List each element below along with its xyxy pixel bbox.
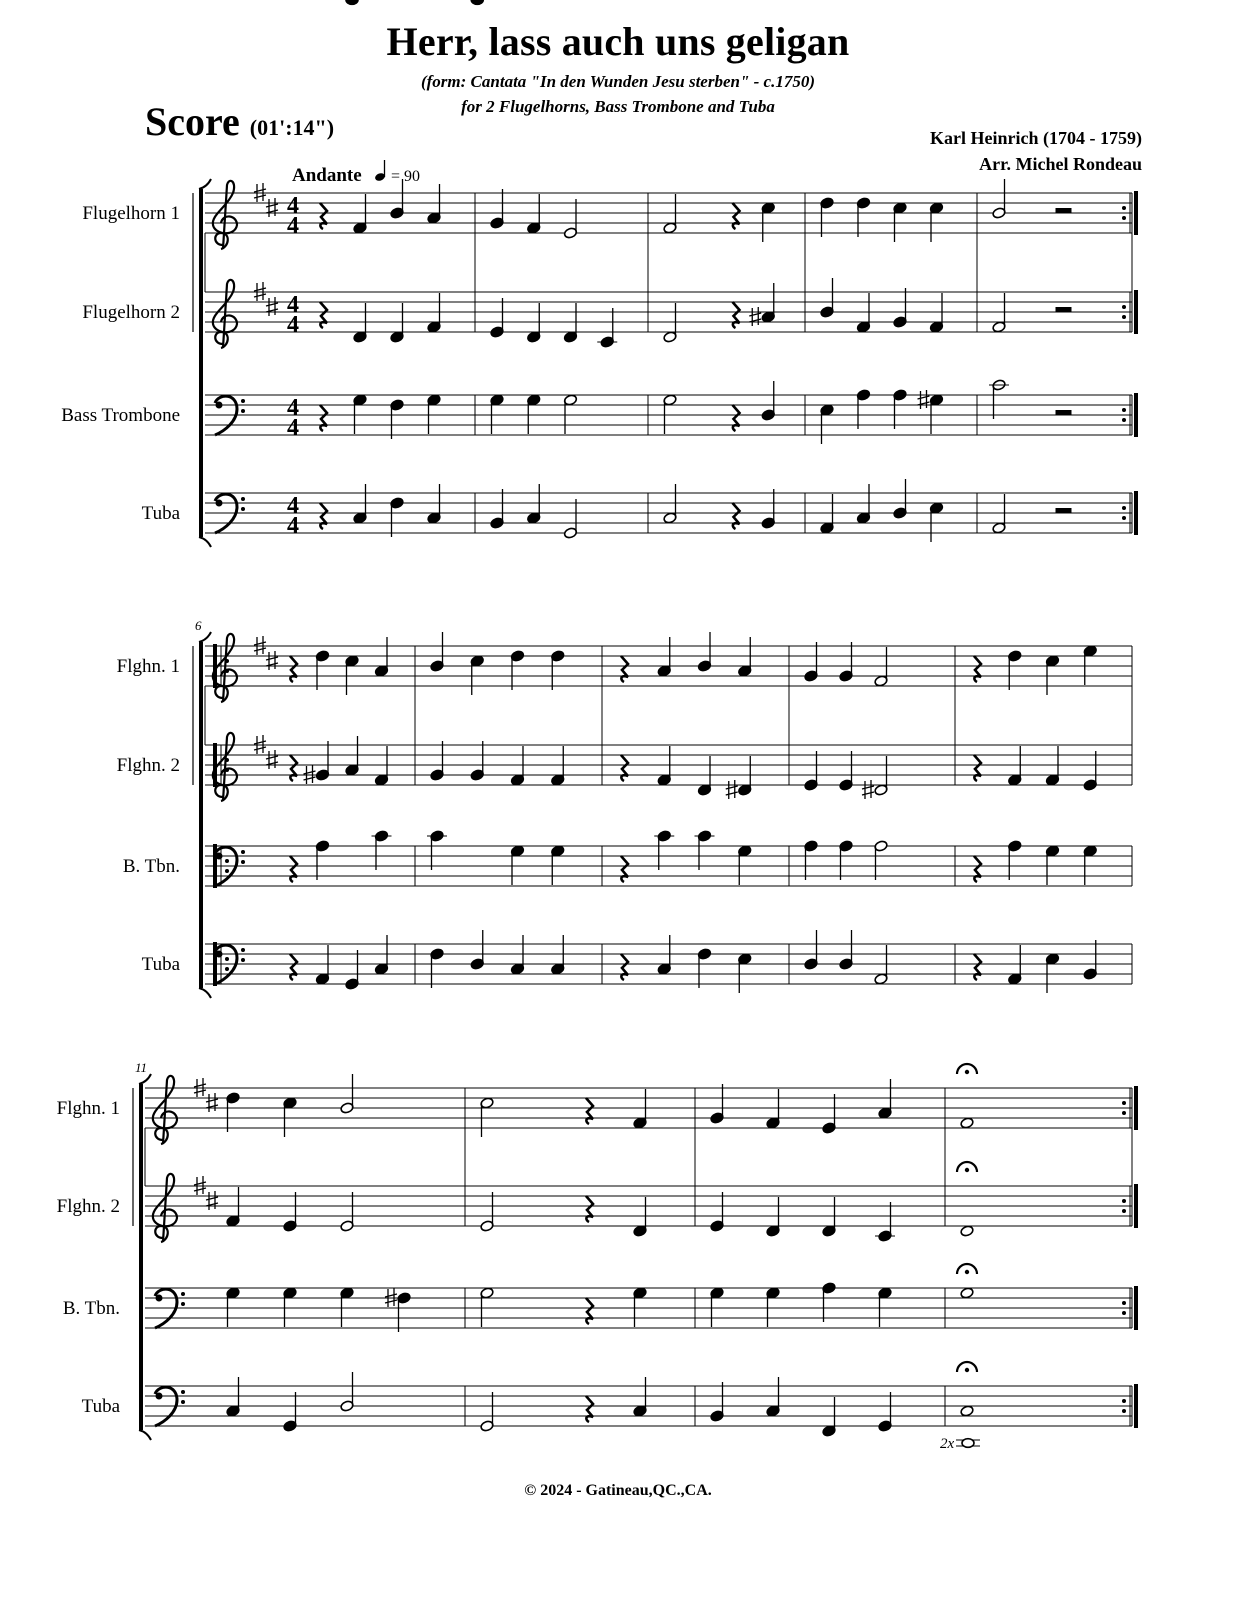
instrument-label: Tuba bbox=[141, 503, 180, 524]
repeat-dot bbox=[225, 859, 229, 863]
repeat-bar-thick bbox=[1134, 1384, 1138, 1428]
bass-clef-dot bbox=[241, 399, 245, 403]
quarter-rest-icon bbox=[621, 656, 628, 682]
system-3 bbox=[57, 1060, 1138, 1440]
quarter-rest-icon bbox=[320, 405, 327, 431]
instrument-label: Bass Trombone bbox=[61, 405, 180, 426]
instrument-label: B. Tbn. bbox=[62, 1298, 120, 1319]
arranger: Arr. Michel Rondeau bbox=[979, 154, 1142, 174]
note-head bbox=[960, 1225, 974, 1237]
quarter-rest-icon bbox=[974, 856, 981, 882]
repeat-dot bbox=[225, 669, 229, 673]
instrument-label: Flugelhorn 2 bbox=[82, 302, 180, 323]
repeat-bar-thick bbox=[213, 743, 217, 787]
repeat-dot bbox=[1122, 1409, 1126, 1413]
repeat-bar-thick bbox=[1134, 1086, 1138, 1130]
quarter-rest-icon bbox=[733, 203, 740, 229]
quarter-rest-icon bbox=[974, 755, 981, 781]
instrument-label: Flghn. 1 bbox=[116, 656, 180, 677]
page-title: Herr, lass auch uns geligan bbox=[386, 19, 850, 64]
bass-clef-dot bbox=[181, 1302, 185, 1306]
repeat-count: 2x bbox=[940, 1436, 955, 1452]
repeat-dot bbox=[1122, 1111, 1126, 1115]
bass-clef-dot bbox=[241, 409, 245, 413]
repeat-bar-thick bbox=[1134, 393, 1138, 437]
sharp-icon bbox=[266, 198, 278, 217]
repeat-dot bbox=[225, 967, 229, 971]
half-rest-icon bbox=[1056, 410, 1072, 415]
composer: Karl Heinrich (1704 - 1759) bbox=[930, 128, 1142, 148]
duration: (01':14") bbox=[249, 115, 335, 140]
treble-clef-icon bbox=[153, 1174, 177, 1242]
bass-clef-dot bbox=[241, 860, 245, 864]
system-1 bbox=[61, 179, 1138, 547]
bass-clef-dot bbox=[216, 402, 223, 409]
repeat-dot bbox=[225, 957, 229, 961]
bass-clef-dot bbox=[181, 1400, 185, 1404]
sharp-icon bbox=[206, 1191, 218, 1210]
fermata-dot bbox=[965, 1070, 969, 1074]
time-sig-top: 4 bbox=[287, 395, 299, 421]
note-head bbox=[471, 0, 483, 4]
bracket-hook bbox=[139, 1430, 151, 1440]
treble-clef-icon bbox=[213, 181, 237, 249]
repeat-dot bbox=[1122, 516, 1126, 520]
repeat-bar-thick bbox=[213, 844, 217, 888]
subtitle: (form: Cantata "In den Wunden Jesu sterben" - c.1750) bbox=[420, 72, 816, 91]
measure-number: 11 bbox=[135, 1060, 148, 1075]
quarter-rest-icon bbox=[586, 1298, 593, 1324]
repeat-dot bbox=[1122, 506, 1126, 510]
bass-clef-dot bbox=[241, 497, 245, 501]
repeat-bar-thick bbox=[1134, 1286, 1138, 1330]
repeat-dot bbox=[225, 758, 229, 762]
quarter-rest-icon bbox=[290, 656, 297, 682]
bracket-hook bbox=[199, 988, 211, 998]
repeat-dot bbox=[1122, 305, 1126, 309]
repeat-dot bbox=[1122, 1199, 1126, 1203]
time-sig-top: 4 bbox=[287, 292, 299, 318]
instrument-label: Tuba bbox=[141, 954, 180, 975]
quarter-rest-icon bbox=[290, 856, 297, 882]
quarter-rest-icon bbox=[621, 856, 628, 882]
note-head bbox=[962, 1439, 974, 1448]
fermata-dot bbox=[965, 1270, 969, 1274]
instrumentation: for 2 Flugelhorns, Bass Trombone and Tuba bbox=[461, 97, 775, 116]
score-label-text: Score bbox=[145, 99, 240, 144]
time-sig-bottom: 4 bbox=[287, 312, 299, 338]
time-sig-bottom: 4 bbox=[287, 415, 299, 441]
bass-clef-dot bbox=[241, 948, 245, 952]
repeat-bar-thick bbox=[1134, 491, 1138, 535]
quarter-rest-icon bbox=[290, 755, 297, 781]
repeat-bar-thick bbox=[213, 644, 217, 688]
sharp-icon bbox=[266, 651, 278, 670]
instrument-label: Flghn. 2 bbox=[116, 755, 180, 776]
bracket-hook bbox=[199, 632, 211, 642]
system-bracket bbox=[139, 1084, 143, 1430]
time-sig-bottom: 4 bbox=[287, 513, 299, 539]
measure-number: 6 bbox=[195, 618, 202, 633]
half-rest-icon bbox=[1056, 508, 1072, 513]
time-sig-bottom: 4 bbox=[287, 213, 299, 239]
repeat-dot bbox=[1122, 1209, 1126, 1213]
quarter-rest-icon bbox=[586, 1098, 593, 1124]
note-head bbox=[960, 1117, 974, 1129]
repeat-bar-thick bbox=[1134, 191, 1138, 235]
repeat-dot bbox=[225, 869, 229, 873]
bracket-hook bbox=[199, 537, 211, 547]
quarter-rest-icon bbox=[586, 1196, 593, 1222]
time-sig-top: 4 bbox=[287, 493, 299, 519]
repeat-dot bbox=[1122, 408, 1126, 412]
bass-clef-dot bbox=[181, 1390, 185, 1394]
sharp-icon bbox=[749, 307, 761, 326]
quarter-rest-icon bbox=[733, 405, 740, 431]
quarter-rest-icon bbox=[733, 302, 740, 328]
bass-clef-dot bbox=[181, 1292, 185, 1296]
repeat-dot bbox=[1122, 1399, 1126, 1403]
repeat-dot bbox=[1122, 1311, 1126, 1315]
instrument-label: Flugelhorn 1 bbox=[82, 203, 180, 224]
quarter-rest-icon bbox=[733, 503, 740, 529]
repeat-dot bbox=[1122, 206, 1126, 210]
repeat-dot bbox=[1122, 1301, 1126, 1305]
sharp-icon bbox=[862, 780, 874, 799]
system-bracket bbox=[199, 189, 203, 537]
tempo-bpm: = 90 bbox=[391, 168, 421, 185]
repeat-dot bbox=[1122, 418, 1126, 422]
fermata-dot bbox=[965, 1168, 969, 1172]
bass-clef-dot bbox=[216, 500, 223, 507]
repeat-annotation bbox=[940, 1436, 980, 1452]
bass-clef-dot bbox=[241, 958, 245, 962]
instrument-label: Flghn. 1 bbox=[56, 1098, 120, 1119]
half-rest-icon bbox=[1056, 208, 1072, 213]
quarter-rest-icon bbox=[320, 302, 327, 328]
quarter-rest-icon bbox=[320, 203, 327, 229]
bass-clef-dot bbox=[241, 507, 245, 511]
quarter-rest-icon bbox=[974, 954, 981, 980]
quarter-rest-icon bbox=[621, 954, 628, 980]
tempo-text: Andante bbox=[292, 165, 362, 186]
quarter-rest-icon bbox=[974, 656, 981, 682]
quarter-rest-icon bbox=[320, 503, 327, 529]
sharp-icon bbox=[206, 1093, 218, 1112]
sharp-icon bbox=[918, 390, 930, 409]
score-systems bbox=[57, 0, 1138, 1452]
quarter-rest-icon bbox=[586, 1396, 593, 1422]
sharp-icon bbox=[266, 750, 278, 769]
half-rest-icon bbox=[1056, 307, 1072, 312]
repeat-dot bbox=[1122, 1101, 1126, 1105]
instrument-label: Tuba bbox=[81, 1396, 120, 1417]
time-sig-top: 4 bbox=[287, 193, 299, 219]
bracket-hook bbox=[199, 179, 211, 189]
system-2 bbox=[117, 0, 1132, 998]
repeat-dot bbox=[1122, 216, 1126, 220]
system-bracket bbox=[199, 642, 203, 988]
repeat-dot bbox=[225, 659, 229, 663]
note-head bbox=[960, 1287, 974, 1299]
bracket-hook bbox=[139, 1074, 151, 1084]
instrument-label: Flghn. 2 bbox=[56, 1196, 120, 1217]
bass-clef-dot bbox=[156, 1295, 163, 1302]
instrument-label: B. Tbn. bbox=[122, 856, 180, 877]
treble-clef-icon bbox=[213, 280, 237, 348]
bass-clef-dot bbox=[241, 850, 245, 854]
fermata-dot bbox=[965, 1368, 969, 1372]
quarter-rest-icon bbox=[290, 954, 297, 980]
tempo-marking bbox=[292, 160, 420, 186]
note-head bbox=[960, 1405, 974, 1417]
sharp-icon bbox=[266, 297, 278, 316]
note-head bbox=[346, 0, 358, 4]
quarter-rest-icon bbox=[621, 755, 628, 781]
repeat-dot bbox=[1122, 315, 1126, 319]
repeat-bar-thick bbox=[1134, 290, 1138, 334]
bass-clef-dot bbox=[156, 1393, 163, 1400]
sharp-icon bbox=[726, 780, 738, 799]
repeat-dot bbox=[225, 768, 229, 772]
treble-clef-icon bbox=[153, 1076, 177, 1144]
repeat-bar-thick bbox=[213, 942, 217, 986]
repeat-bar-thick bbox=[1134, 1184, 1138, 1228]
footer: © 2024 - Gatineau,QC.,CA. bbox=[524, 1482, 712, 1499]
